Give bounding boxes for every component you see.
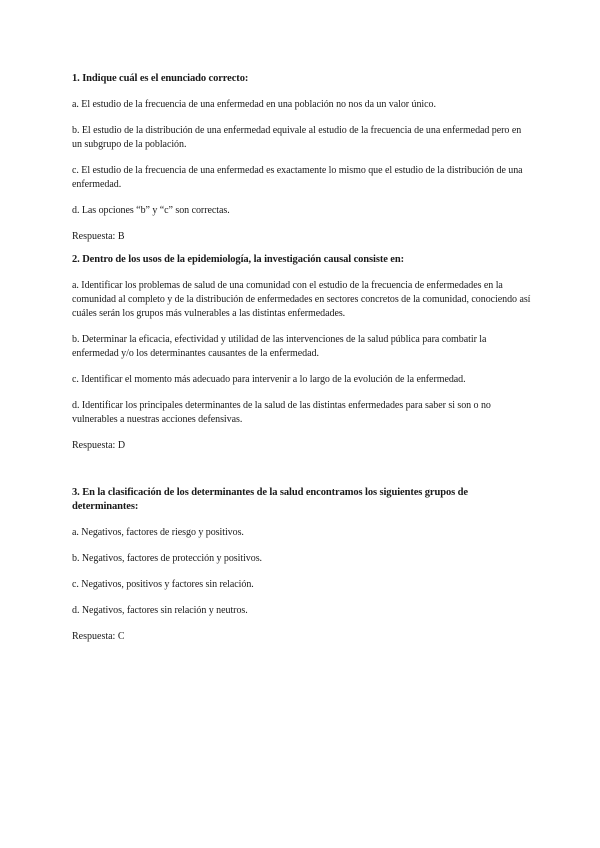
option-a: a. Negativos, factores de riesgo y positivos. [72,527,244,538]
question-title: 2. Dentro de los usos de la epidemiología, la investigación causal consiste en: [72,254,404,265]
answer: Respuesta: C [72,631,125,642]
question-1 [72,72,532,244]
option-d: d. Las opciones “b” y “c” son correctas. [72,205,230,216]
option-c: c. Negativos, positivos y factores sin relación. [72,579,254,590]
question-3 [72,486,532,644]
option-d: d. Identificar los principales determinantes de la salud de las distintas enfermedades para saber si son o no vulnerables a nuestras acciones defensivas. [72,400,491,425]
question-title: 3. En la clasificación de los determinantes de la salud encontramos los siguientes grupos de determinantes: [72,487,468,512]
document-page [72,72,532,644]
option-b: b. Negativos, factores de protección y positivos. [72,553,263,564]
option-d: d. Negativos, factores sin relación y neutros. [72,605,248,616]
question-title: 1. Indique cuál es el enunciado correcto: [72,73,249,84]
option-b: b. El estudio de la distribución de una enfermedad equivale al estudio de la frecuencia de una enfermedad pero en un subgrupo de la población. [72,125,522,150]
answer: Respuesta: D [72,440,126,451]
option-a: a. Identificar los problemas de salud de una comunidad con el estudio de la frecuencia de enfermedades en la comunidad al completo y de la distribución de enfermedades en sectores concretos de la comunidad, conociendo así cuáles serán los grupos más vulnerables a las distintas enfermedades. [72,280,531,319]
answer: Respuesta: B [72,231,125,242]
question-2 [72,253,532,453]
option-c: c. Identificar el momento más adecuado para intervenir a lo largo de la evolución de la enfermedad. [72,374,466,385]
option-c: c. El estudio de la frecuencia de una enfermedad es exactamente lo mismo que el estudio de la distribución de una enfermedad. [72,165,523,190]
option-a: a. El estudio de la frecuencia de una enfermedad en una población no nos da un valor único. [72,99,436,110]
option-b: b. Determinar la eficacia, efectividad y utilidad de las intervenciones de la salud pública para combatir la enfermedad y/o los determinantes causantes de la enfermedad. [72,334,487,359]
